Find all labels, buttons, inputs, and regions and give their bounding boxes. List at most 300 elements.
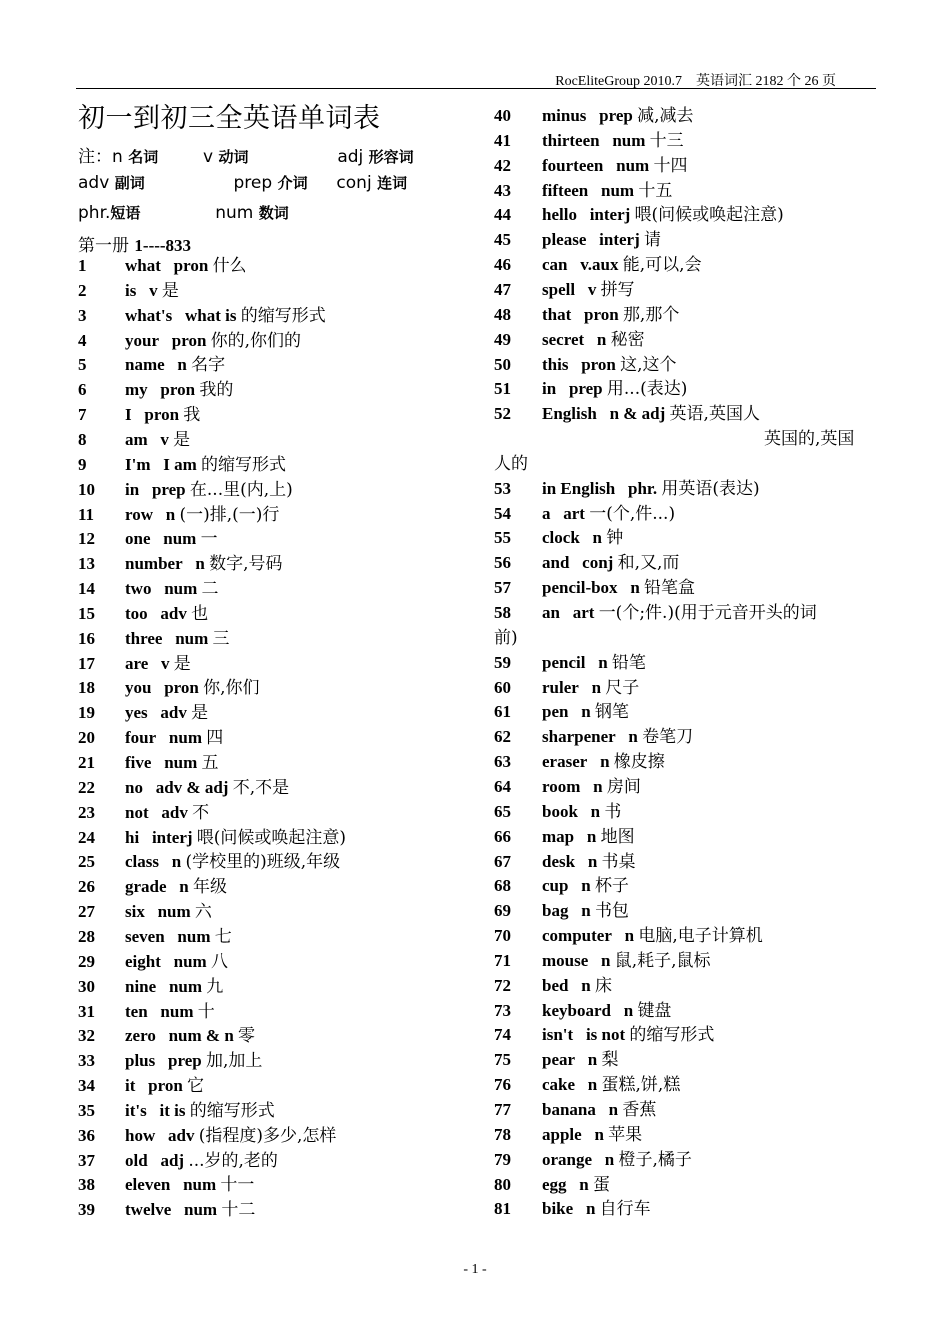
entry-number: 70: [494, 926, 511, 946]
entry-line: [542, 1173, 610, 1197]
entry-number: 75: [494, 1050, 511, 1070]
entry-meaning: 一(个,件...): [589, 503, 676, 524]
entry-meaning: 房间: [606, 776, 641, 797]
entry-number: 43: [494, 180, 511, 200]
entry-part-of-speech: num: [184, 1200, 218, 1220]
entry-word: that: [542, 304, 572, 324]
entry-number: 14: [78, 579, 95, 599]
entry-meaning: 香蕉: [622, 1100, 657, 1120]
vocab-row: [494, 154, 875, 178]
vocab-row: [494, 179, 875, 203]
entry-word: an: [542, 603, 560, 622]
entry-number: 77: [494, 1100, 511, 1119]
header-rule: [76, 88, 876, 89]
entry-word: cup: [542, 876, 569, 896]
entry-line: [542, 203, 784, 227]
entry-number: 23: [78, 802, 95, 822]
entry-word: ten: [125, 1001, 148, 1021]
entry-meaning: 钟: [606, 528, 624, 549]
entry-line: [125, 279, 179, 303]
entry-number: 68: [494, 876, 511, 896]
entry-line: [542, 676, 639, 700]
entry-meaning: 是: [161, 280, 179, 301]
entry-number: 28: [78, 926, 95, 946]
vocab-row: [494, 203, 875, 227]
entry-meaning: 六: [194, 902, 212, 923]
legend-code: conj: [336, 173, 372, 193]
entry-word: and: [542, 553, 570, 573]
entry-line: [542, 502, 675, 526]
book-range: 1----833: [134, 236, 192, 255]
vocab-row: [494, 999, 875, 1023]
entry-part-of-speech: adv: [167, 1125, 195, 1145]
vocab-row: [78, 627, 875, 651]
entry-meaning: 鼠,耗子,鼠标: [614, 950, 711, 971]
entry-part-of-speech: n: [601, 950, 611, 970]
vocab-row: [78, 428, 875, 452]
entry-line: [125, 950, 228, 974]
entry-part-of-speech: v: [160, 429, 169, 449]
legend-line-2: [78, 172, 407, 193]
entry-number: 40: [494, 106, 511, 125]
entry-meaning: 二: [201, 579, 219, 600]
entry-meaning: 七: [214, 926, 232, 947]
entry-word: I: [125, 405, 132, 425]
entry-part-of-speech: n: [179, 877, 189, 897]
entry-line: [542, 1123, 642, 1147]
entry-line: [542, 377, 687, 401]
vocab-row: [78, 453, 875, 477]
entry-part-of-speech: n: [591, 677, 602, 697]
entry-word: pen: [542, 702, 569, 722]
entry-line: [542, 601, 817, 625]
entry-line: [542, 1148, 692, 1172]
entry-meaning: 的缩写形式: [240, 305, 326, 326]
entry-word: one: [125, 529, 151, 549]
entry-word: eleven: [125, 1175, 171, 1195]
entry-number: 6: [78, 380, 87, 400]
legend-line-3: [78, 202, 289, 223]
entry-part-of-speech: n: [586, 826, 597, 846]
entry-line: [125, 329, 301, 353]
legend-label: 副词: [114, 174, 145, 192]
entry-part-of-speech: n: [585, 1199, 596, 1219]
entry-meaning: 名字: [191, 355, 226, 376]
entry-line: [542, 328, 645, 352]
entry-line: [125, 726, 223, 750]
entry-line: [125, 975, 223, 999]
vocab-row: [494, 129, 875, 153]
entry-meaning: 地图: [600, 826, 635, 847]
entry-word: minus: [542, 106, 587, 125]
vocab-row: [494, 1023, 875, 1047]
entry-meaning: 你,你们: [203, 678, 260, 699]
entry-part-of-speech: n: [587, 1075, 598, 1095]
entry-part-of-speech: num: [168, 976, 203, 996]
entry-meaning-continuation: 前): [494, 627, 518, 648]
vocab-row: [494, 974, 875, 998]
entry-meaning: 秘密: [610, 329, 645, 350]
entry-number: 37: [78, 1150, 95, 1170]
entry-word: sharpener: [542, 727, 616, 747]
entry-part-of-speech: pron: [581, 354, 616, 374]
entry-meaning: 数字,号码: [209, 554, 283, 575]
entry-meaning: 的缩写形式: [201, 454, 287, 475]
legend-code: 注：n: [78, 147, 123, 167]
entry-line: [125, 875, 227, 899]
entry-word: two: [125, 579, 152, 599]
vocab-row: [494, 576, 875, 600]
entry-part-of-speech: v: [587, 279, 597, 299]
entry-line: [125, 378, 233, 402]
entry-part-of-speech: n: [598, 652, 608, 672]
entry-word: your: [125, 330, 159, 350]
vocab-row: [494, 850, 875, 874]
entry-word: five: [125, 753, 152, 772]
entry-word: ruler: [542, 677, 579, 697]
entry-number: 17: [78, 653, 95, 673]
entry-number: 34: [78, 1076, 95, 1096]
entry-word: fourteen: [542, 155, 604, 175]
entry-word: eraser: [542, 752, 588, 772]
entry-part-of-speech: adv: [161, 802, 188, 822]
entry-word: class: [125, 852, 159, 872]
entry-line: [542, 1048, 619, 1072]
entry-part-of-speech: n: [581, 901, 591, 921]
entry-meaning: 的缩写形式: [629, 1025, 715, 1046]
entry-line: [542, 477, 760, 501]
entry-part-of-speech: n & adj: [609, 404, 666, 424]
entry-word: fifteen: [542, 180, 589, 200]
entry-word: apple: [542, 1124, 582, 1144]
legend-code: prep: [233, 173, 273, 193]
entry-number: 15: [78, 603, 95, 623]
vocab-row: [494, 104, 875, 128]
entry-number: 62: [494, 727, 511, 747]
entry-number: 58: [494, 603, 511, 622]
entry-line: [542, 899, 629, 923]
entry-meaning: 九: [206, 976, 224, 997]
legend-label: 数词: [258, 204, 289, 222]
entry-meaning: 喂(问候或唤起注意): [634, 205, 784, 226]
entry-meaning: 四: [206, 728, 224, 749]
entry-meaning: 什么: [212, 256, 247, 276]
entry-meaning: 床: [594, 975, 612, 996]
entry-word: what: [125, 256, 161, 275]
entry-part-of-speech: n: [608, 1100, 619, 1119]
entry-word: not: [125, 802, 149, 822]
entry-word: it: [125, 1076, 136, 1096]
entry-number: 53: [494, 478, 511, 498]
vocab-row: [494, 1123, 875, 1147]
vocab-row: [494, 377, 875, 401]
entry-meaning: 零: [238, 1026, 256, 1047]
entry-line: [542, 1023, 714, 1047]
entry-part-of-speech: n: [195, 554, 205, 574]
entry-number: 35: [78, 1100, 95, 1120]
entry-meaning: 书包: [594, 901, 629, 922]
entry-number: 48: [494, 304, 511, 324]
vocab-row: [494, 825, 875, 849]
entry-meaning: 梨: [601, 1050, 619, 1071]
entry-part-of-speech: adj: [160, 1150, 185, 1170]
entry-part-of-speech: n: [587, 1050, 598, 1070]
entry-meaning: 我的: [199, 380, 234, 401]
entry-line: [542, 1073, 680, 1097]
entry-word: egg: [542, 1174, 567, 1194]
entry-part-of-speech: n: [581, 975, 591, 995]
entry-word: isn't: [542, 1025, 574, 1045]
entry-word: plus: [125, 1051, 156, 1071]
entry-number: 30: [78, 976, 95, 996]
entry-line: [542, 402, 760, 426]
entry-number: 72: [494, 975, 511, 995]
entry-word: seven: [125, 926, 165, 946]
entry-word: mouse: [542, 950, 589, 970]
entry-line: [125, 751, 219, 775]
entry-line: [125, 1074, 204, 1098]
entry-meaning: ...岁的,老的: [188, 1150, 278, 1171]
entry-line: [125, 1173, 254, 1197]
entry-meaning: 杯子: [594, 876, 629, 897]
entry-meaning: 也: [191, 603, 209, 624]
entry-part-of-speech: n: [581, 876, 591, 896]
entry-word: pencil-box: [542, 578, 618, 598]
entry-part-of-speech: n: [624, 926, 635, 946]
entry-line: [542, 825, 635, 849]
entry-part-of-speech: n: [623, 1000, 634, 1020]
entry-part-of-speech: n: [600, 752, 610, 772]
entry-part-of-speech: n: [594, 1124, 604, 1144]
entry-part-of-speech: n: [171, 852, 182, 872]
entry-part-of-speech: num: [616, 155, 650, 175]
entry-number: 65: [494, 801, 511, 821]
entry-number: 26: [78, 877, 95, 897]
entry-part-of-speech: n: [596, 329, 607, 349]
entry-word: a: [542, 503, 551, 523]
vocab-row: [494, 502, 875, 526]
entry-part-of-speech: interj: [599, 230, 640, 250]
entry-line: [542, 129, 684, 153]
entry-number: 79: [494, 1149, 511, 1169]
vocab-row: [494, 278, 875, 302]
entry-word: number: [125, 554, 183, 574]
entry-line: [125, 552, 283, 576]
entry-line: [542, 303, 679, 327]
entry-line: [125, 1049, 262, 1073]
legend-code: phr.: [78, 203, 111, 223]
legend-line-1: [78, 142, 414, 167]
entry-line: [125, 403, 200, 427]
entry-meaning: 是: [191, 703, 209, 724]
vocab-row: [494, 1073, 875, 1097]
legend-label: 名词: [128, 148, 159, 166]
entry-line: [125, 1149, 278, 1173]
entry-line: [542, 526, 623, 550]
entry-word: nine: [125, 976, 157, 996]
entry-word: you: [125, 678, 152, 698]
entry-meaning: (一)排,(一)行: [179, 504, 280, 525]
entry-meaning: 我: [183, 405, 201, 426]
entry-line: [542, 750, 665, 774]
entry-number: 7: [78, 405, 87, 425]
entry-meaning: 键盘: [637, 1000, 672, 1021]
entry-meaning: 用...(表达): [606, 379, 688, 400]
entry-part-of-speech: n: [177, 355, 187, 375]
entry-number: 64: [494, 776, 511, 796]
entry-part-of-speech: it is: [159, 1100, 186, 1120]
entry-meaning: 苹果: [608, 1124, 643, 1145]
entry-word: hi: [125, 827, 140, 847]
entry-part-of-speech: prep: [568, 379, 603, 399]
entry-number: 24: [78, 827, 95, 847]
entry-meaning: 卷笔刀: [642, 727, 694, 748]
entry-word: name: [125, 355, 165, 375]
entry-number: 4: [78, 330, 87, 350]
entry-part-of-speech: num: [164, 579, 198, 599]
entry-part-of-speech: num & n: [168, 1026, 234, 1046]
entry-line: [542, 850, 636, 874]
entry-word: orange: [542, 1149, 593, 1169]
vocab-row: [494, 874, 875, 898]
entry-part-of-speech: n: [581, 702, 591, 722]
entry-part-of-speech: art: [572, 603, 595, 622]
entry-number: 1: [78, 256, 87, 275]
vocab-row: [494, 477, 875, 501]
entry-meaning: 是: [173, 429, 191, 450]
entry-number: 21: [78, 753, 95, 772]
legend-label: 介词: [277, 174, 308, 192]
entry-number: 56: [494, 553, 511, 573]
entry-number: 31: [78, 1001, 95, 1021]
entry-line: [125, 527, 218, 551]
entry-part-of-speech: prep: [151, 479, 186, 499]
entry-part-of-speech: what is: [184, 305, 237, 325]
entry-number: 2: [78, 280, 87, 300]
entry-meaning: 铅笔: [611, 652, 646, 673]
entry-meaning: 喂(问候或唤起注意): [196, 827, 347, 848]
entry-line: [542, 551, 679, 575]
entry-line: [125, 652, 191, 676]
vocab-row: [494, 601, 875, 625]
entry-word: grade: [125, 877, 167, 897]
entry-part-of-speech: num: [601, 180, 635, 200]
legend-label: 动词: [218, 148, 249, 166]
entry-number: 66: [494, 826, 511, 846]
entry-meaning: 铅笔盒: [644, 578, 696, 599]
entry-number: 63: [494, 752, 511, 772]
vocab-row: [494, 303, 875, 327]
entry-line: [542, 353, 677, 377]
entry-number: 54: [494, 503, 511, 523]
entry-meaning: 你的,你们的: [210, 330, 302, 351]
entry-number: 12: [78, 529, 95, 549]
entry-line: [542, 775, 641, 799]
entry-number: 27: [78, 902, 95, 922]
entry-word: in: [542, 379, 557, 399]
entry-number: 51: [494, 379, 511, 399]
entry-word: hello: [542, 205, 577, 225]
entry-meaning: 拼写: [600, 279, 635, 300]
entry-part-of-speech: adv: [160, 703, 187, 723]
entry-word: map: [542, 826, 575, 846]
entry-part-of-speech: I am: [163, 454, 197, 474]
entry-word: three: [125, 628, 163, 648]
entry-meaning: 这,这个: [620, 354, 677, 375]
entry-word: book: [542, 801, 578, 821]
entry-meaning: 请: [643, 230, 661, 251]
entry-part-of-speech: prep: [599, 106, 633, 125]
entry-part-of-speech: num: [168, 728, 202, 748]
entry-number: 45: [494, 230, 511, 250]
entry-word: keyboard: [542, 1000, 611, 1020]
entry-number: 50: [494, 354, 511, 374]
entry-line: [125, 453, 286, 477]
legend-code: adj: [337, 147, 364, 167]
entry-word: yes: [125, 703, 148, 723]
entry-meaning: 是: [173, 653, 191, 674]
entry-line: [125, 900, 212, 924]
entry-line: [542, 253, 702, 277]
vocab-row: [494, 676, 875, 700]
entry-number: 67: [494, 851, 511, 871]
entry-word: clock: [542, 528, 580, 548]
entry-part-of-speech: pron: [584, 304, 619, 324]
entry-part-of-speech: num: [175, 628, 209, 648]
entry-number: 29: [78, 951, 95, 971]
entry-part-of-speech: num: [164, 753, 198, 772]
entry-meaning: 它: [187, 1076, 205, 1097]
entry-part-of-speech: pron: [164, 678, 199, 698]
entry-meaning: 能,可以,会: [622, 255, 702, 276]
entry-line: [542, 700, 629, 724]
vocab-row: [494, 1173, 875, 1197]
book-name: 第一册: [78, 236, 129, 256]
entry-part-of-speech: num: [177, 926, 211, 946]
entry-part-of-speech: v: [161, 653, 170, 673]
entry-word: bike: [542, 1199, 574, 1219]
entry-meaning: 一: [200, 529, 218, 550]
entry-word: is: [125, 280, 137, 300]
entry-number: 9: [78, 454, 87, 474]
vocab-row: [494, 725, 875, 749]
vocab-row: [494, 402, 875, 426]
entry-meaning: 英语,英国人: [669, 404, 760, 425]
entry-meaning: 蛋: [593, 1174, 611, 1195]
entry-word: how: [125, 1125, 156, 1145]
entry-meaning: 那,那个: [622, 304, 680, 325]
entry-number: 55: [494, 528, 511, 548]
entry-number: 80: [494, 1174, 511, 1194]
entry-meaning: 书桌: [601, 851, 636, 872]
entry-number: 20: [78, 728, 95, 748]
entry-number: 42: [494, 155, 511, 175]
entry-line: [125, 478, 293, 502]
entry-word: English: [542, 404, 597, 424]
entry-line: [125, 850, 340, 874]
entry-part-of-speech: art: [563, 503, 585, 523]
entry-number: 57: [494, 578, 511, 598]
entry-word: banana: [542, 1100, 596, 1119]
entry-line: [125, 428, 190, 452]
entry-part-of-speech: adv: [160, 603, 187, 623]
entry-word: I'm: [125, 454, 151, 474]
entry-part-of-speech: pron: [148, 1076, 183, 1096]
entry-number: 61: [494, 702, 511, 722]
entry-meaning: 十三: [649, 130, 684, 151]
vocab-row: [494, 775, 875, 799]
entry-meaning: 在...里(内,上): [189, 479, 293, 500]
